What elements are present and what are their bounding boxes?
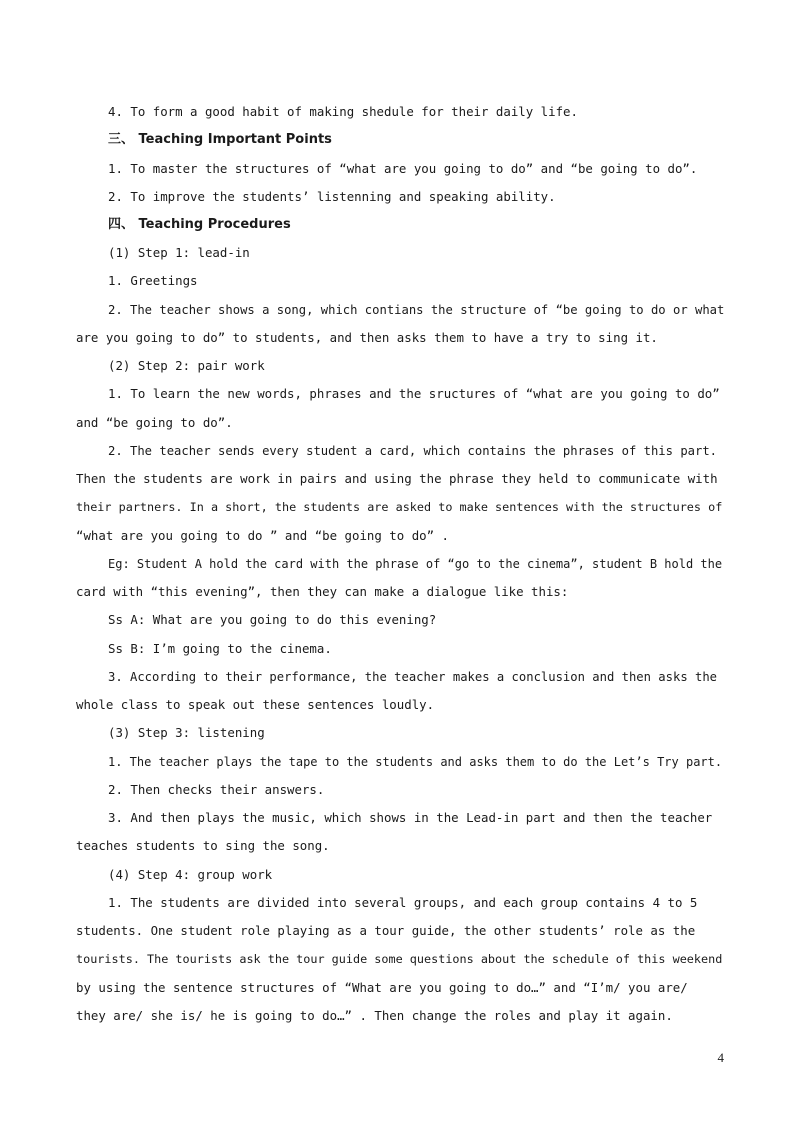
step-3-item-1: 1. The teacher plays the tape to the students and asks them to do the Let’s Try part.: [108, 755, 723, 769]
step-4-item-1-line-1: 1. The students are divided into several groups, and each group contains 4 to 5: [108, 895, 698, 910]
step-3-item-3-line-1: 3. And then plays the music, which shows in the Lead-in part and then the teacher: [108, 810, 713, 825]
dialogue-b: Ss B: I’m going to the cinema.: [108, 641, 332, 656]
step-2-item-2-line-2: Then the students are work in pairs and using the phrase they held to communicate with: [76, 471, 718, 486]
page-number: 4: [717, 1050, 724, 1065]
step-4-item-1-line-4: by using the sentence structures of “What are you going to do…” and “I’m/ you are/: [76, 980, 688, 995]
step-4-heading: (4) Step 4: group work: [108, 867, 273, 882]
important-point-1: 1. To master the structures of “what are you going to do” and “be going to do”.: [108, 161, 698, 176]
dialogue-a: Ss A: What are you going to do this evening?: [108, 612, 437, 627]
step-1-item-2-line-2: are you going to do” to students, and then asks them to have a try to sing it.: [76, 330, 658, 345]
section-heading-important-points: 三、 Teaching Important Points: [108, 132, 332, 147]
step-2-item-2-line-4: “what are you going to do ” and “be going to do” .: [76, 528, 449, 543]
step-2-item-2-line-3: their partners. In a short, the students are asked to make sentences with the structures of: [76, 500, 723, 514]
step-3-item-2: 2. Then checks their answers.: [108, 782, 325, 797]
step-2-item-1-line-1: 1. To learn the new words, phrases and the sructures of “what are you going to do”: [108, 386, 720, 401]
step-1-item-1: 1. Greetings: [108, 273, 198, 288]
step-4-item-1-line-3: tourists. The tourists ask the tour guide some questions about the schedule of this weekend: [76, 952, 723, 966]
step-2-item-3-line-1: 3. According to their performance, the teacher makes a conclusion and then asks the: [108, 670, 718, 684]
step-3-item-3-line-2: teaches students to sing the song.: [76, 838, 330, 853]
step-2-heading: (2) Step 2: pair work: [108, 358, 265, 373]
section-heading-procedures: 四、 Teaching Procedures: [108, 217, 291, 232]
step-1-heading: (1) Step 1: lead-in: [108, 245, 250, 260]
step-1-item-2-line-1: 2. The teacher shows a song, which contians the structure of “be going to do or what: [108, 303, 725, 317]
objective-4-line: 4. To form a good habit of making shedule for their daily life.: [108, 104, 578, 119]
step-2-item-2-line-1: 2. The teacher sends every student a card, which contains the phrases of this part.: [108, 444, 718, 458]
step-2-item-3-line-2: whole class to speak out these sentences loudly.: [76, 697, 435, 712]
example-line-1: Eg: Student A hold the card with the phrase of “go to the cinema”, student B hold the: [108, 557, 723, 571]
step-3-heading: (3) Step 3: listening: [108, 725, 265, 740]
important-point-2: 2. To improve the students’ listenning and speaking ability.: [108, 189, 556, 204]
step-4-item-1-line-5: they are/ she is/ he is going to do…” . Then change the roles and play it again.: [76, 1008, 673, 1023]
step-2-item-1-line-2: and “be going to do”.: [76, 415, 233, 430]
example-line-2: card with “this evening”, then they can make a dialogue like this:: [76, 584, 569, 599]
step-4-item-1-line-2: students. One student role playing as a tour guide, the other students’ role as the: [76, 923, 696, 938]
